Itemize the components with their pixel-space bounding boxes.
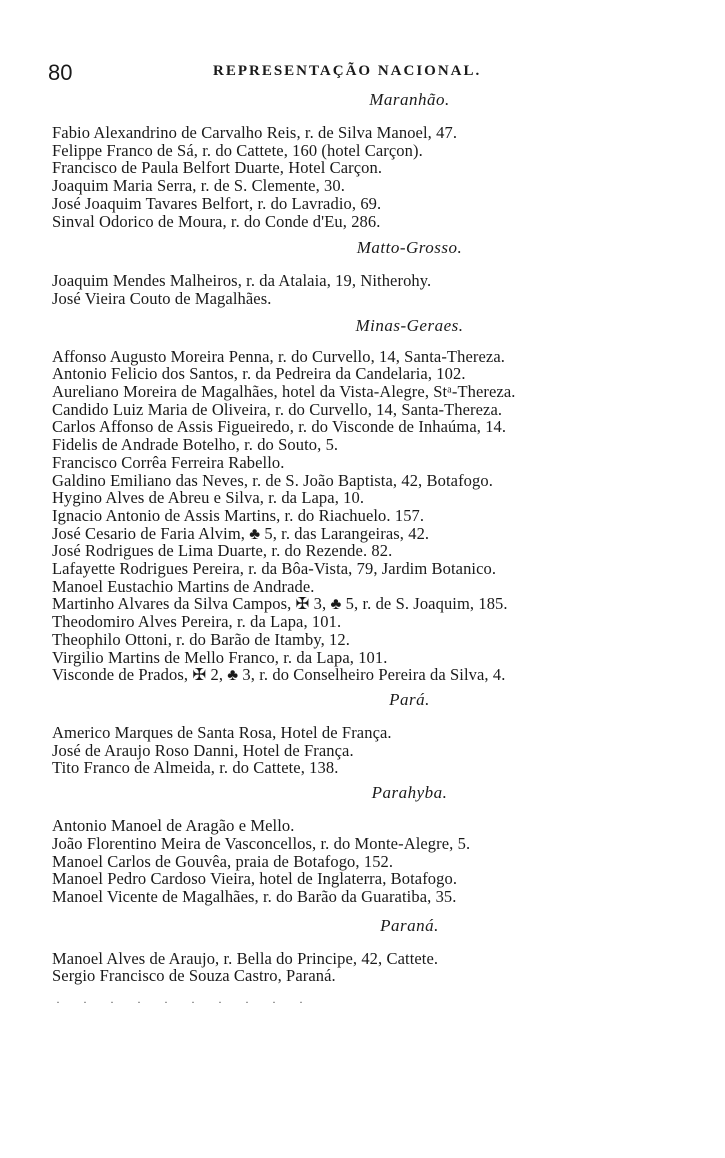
list-item: José Rodrigues de Lima Duarte, r. do Rezende. 82. [52,541,393,561]
section-matto-grosso [52,238,697,307]
list-item: Francisco Corrêa Ferreira Rabello. [52,452,285,472]
entry-list [52,272,697,307]
list-item: Theodomiro Alves Pereira, r. da Lapa, 101. [52,612,342,632]
section-parana [52,916,697,1010]
list-item: Virgilio Martins de Mello Franco, r. da Lapa, 101. [52,647,388,667]
section-minas-geraes [52,316,697,684]
list-item: Candido Luiz Maria de Oliveira, r. do Curvello, 14, Santa-Thereza. [52,399,503,419]
list-item: Theophilo Ottoni, r. do Barão de Itamby, 12. [52,629,350,649]
list-item: Carlos Affonso de Assis Figueiredo, r. do Visconde de Inhaúma, 14. [52,417,507,437]
list-item: José Joaquim Tavares Belfort, r. do Lavradio, 69. [52,193,382,213]
print-speckle-divider: · · · · · · · · · · [56,995,313,1010]
page-content [52,90,697,1010]
running-title: REPRESENTAÇÃO NACIONAL. [213,63,482,79]
list-item: Joaquim Mendes Malheiros, r. da Atalaia, 19, Nitherohy. [52,271,432,291]
section-title: Minas-Geraes. [355,315,464,335]
entry-list [52,348,697,684]
page-header [48,60,688,88]
section-title: Matto-Grosso. [356,238,463,258]
entry-list [52,724,697,777]
list-item: Manoel Carlos de Gouvêa, praia de Botafogo, 152. [52,851,394,871]
entry-list [52,950,697,985]
list-item: Galdino Emiliano das Neves, r. de S. João Baptista, 42, Botafogo. [52,470,493,490]
list-item: Manoel Pedro Cardoso Vieira, hotel de Inglaterra, Botafogo. [52,869,458,889]
list-item: Aureliano Moreira de Magalhães, hotel da Vista-Alegre, Stᵃ-Thereza. [52,382,516,402]
list-item: Antonio Manoel de Aragão e Mello. [52,816,295,836]
list-item: Americo Marques de Santa Rosa, Hotel de França. [52,722,392,742]
section-title: Maranhão. [369,90,450,109]
list-item: Sinval Odorico de Moura, r. do Conde d'Eu, 286. [52,211,381,231]
list-item: Fidelis de Andrade Botelho, r. do Souto, 5. [52,435,339,455]
list-item: Manoel Eustachio Martins de Andrade. [52,576,315,596]
list-item: João Florentino Meira de Vasconcellos, r. do Monte-Alegre, 5. [52,833,471,853]
list-item: Francisco de Paula Belfort Duarte, Hotel Carçon. [52,158,383,178]
list-item: Ignacio Antonio de Assis Martins, r. do Riachuelo. 157. [52,505,425,525]
list-item: Joaquim Maria Serra, r. de S. Clemente, 30. [52,176,345,196]
list-item: Tito Franco de Almeida, r. do Cattete, 138. [52,758,339,778]
section-title: Parahyba. [371,783,448,803]
list-item: Antonio Felicio dos Santos, r. da Pedreira da Candelaria, 102. [52,364,466,384]
list-item: José de Araujo Roso Danni, Hotel de França. [52,740,354,760]
section-maranhao [52,90,697,230]
list-item: Lafayette Rodrigues Pereira, r. da Bôa-Vista, 79, Jardim Botanico. [52,559,497,579]
page-number: 80 [48,60,73,85]
list-item: Hygino Alves de Abreu e Silva, r. da Lapa, 10. [52,488,365,508]
section-para [52,690,697,777]
list-item: Fabio Alexandrino de Carvalho Reis, r. de Silva Manoel, 47. [52,123,458,142]
section-title: Paraná. [380,915,439,935]
list-item: José Cesario de Faria Alvim, ♣ 5, r. das Larangeiras, 42. [52,523,430,543]
list-item: Manoel Vicente de Magalhães, r. do Barão da Guaratiba, 35. [52,886,457,906]
list-item: José Vieira Couto de Magalhães. [52,288,272,308]
list-item: Visconde de Prados, ✠ 2, ♣ 3, r. do Conselheiro Pereira da Silva, 4. [52,665,506,685]
list-item: Felippe Franco de Sá, r. do Cattete, 160 (hotel Carçon). [52,140,423,160]
section-title: Pará. [389,689,430,709]
entry-list [52,124,697,230]
list-item: Manoel Alves de Araujo, r. Bella do Principe, 42, Cattete. [52,948,439,968]
section-parahyba [52,783,697,906]
list-item: Affonso Augusto Moreira Penna, r. do Curvello, 14, Santa-Thereza. [52,346,505,366]
list-item: Martinho Alvares da Silva Campos, ✠ 3, ♣ 5, r. de S. Joaquim, 185. [52,594,508,614]
list-item: Sergio Francisco de Souza Castro, Paraná. [52,966,336,986]
entry-list [52,817,697,906]
